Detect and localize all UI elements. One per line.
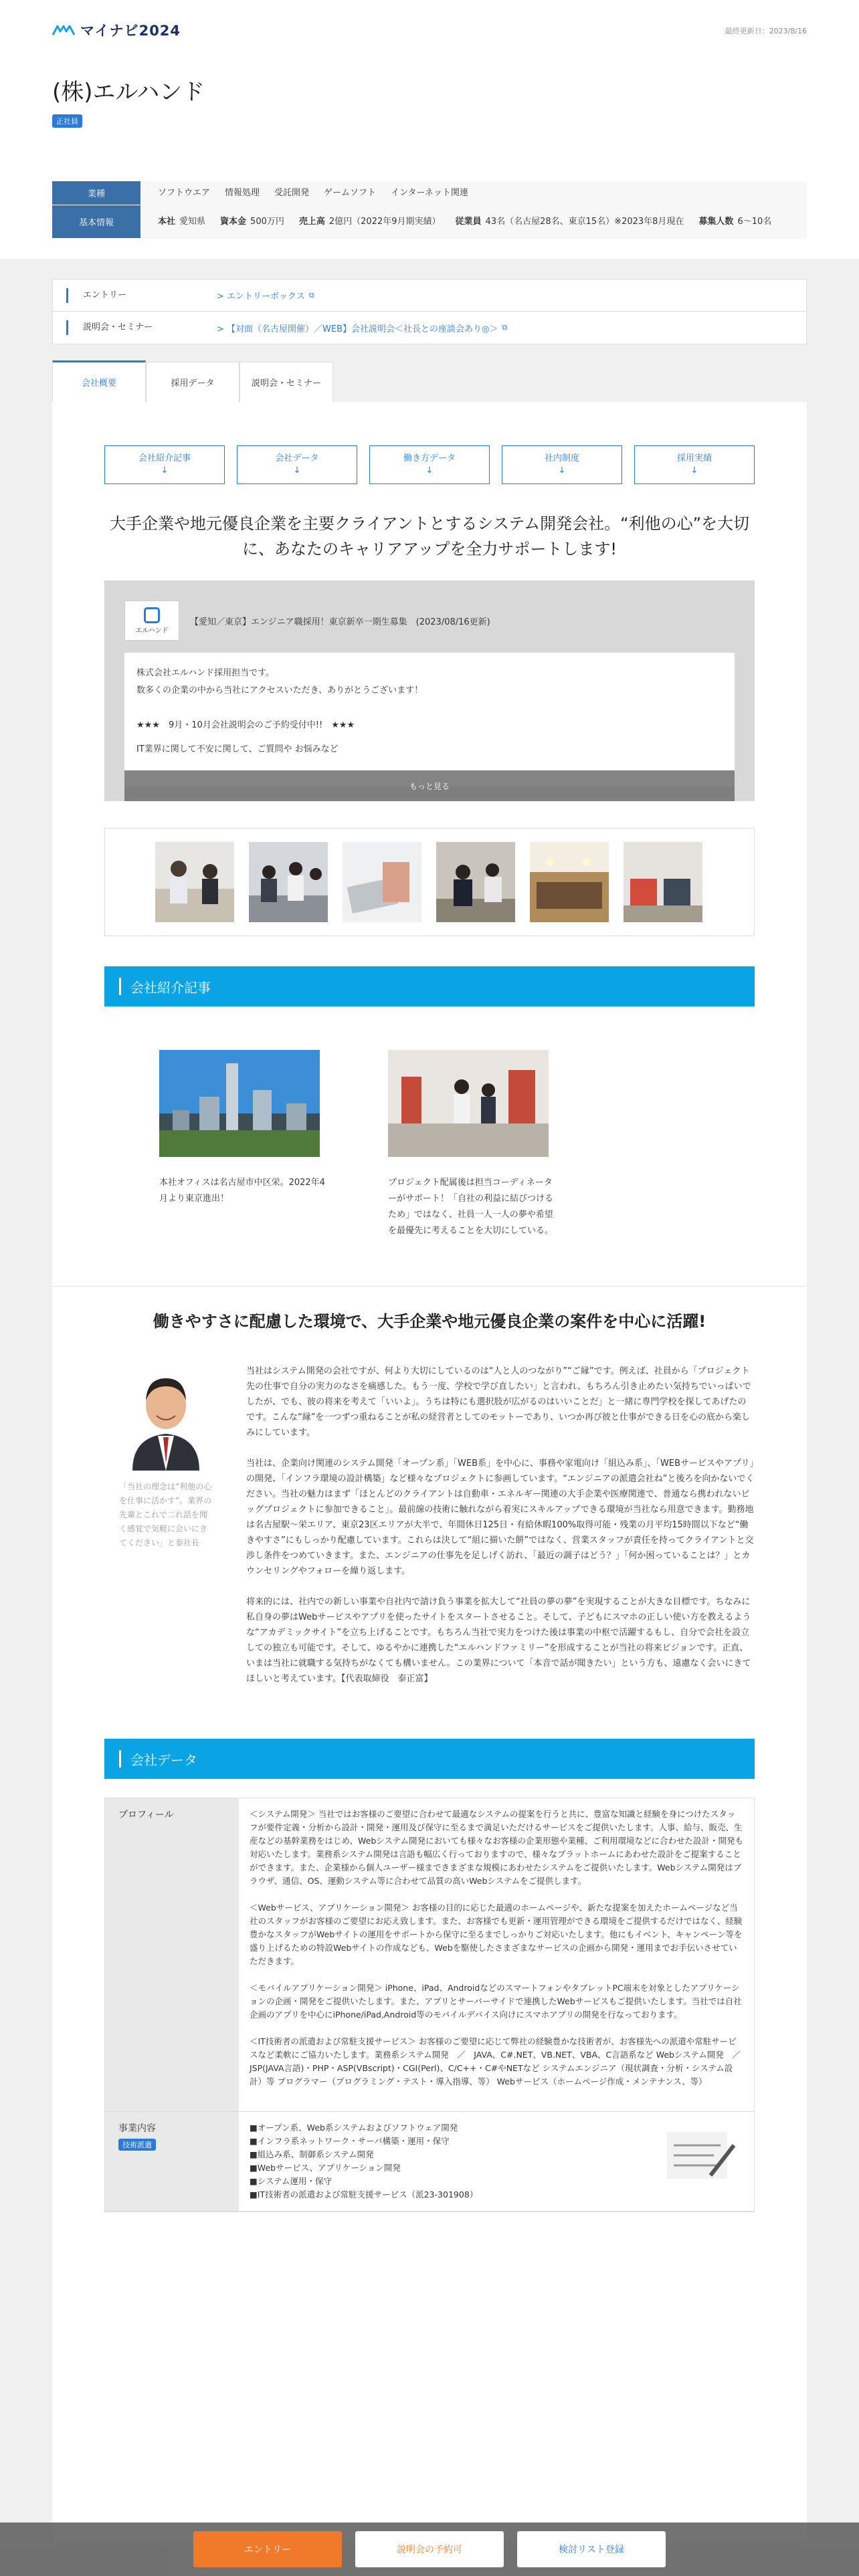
page-top <box>0 0 859 259</box>
company-blog <box>104 580 755 801</box>
gallery-photo[interactable] <box>436 842 515 922</box>
capital-label: 資本金 <box>220 217 247 227</box>
tab-seminar[interactable]: 説明会・セミナー <box>240 362 333 402</box>
employees-label: 従業員 <box>455 217 482 227</box>
section-articles-header <box>104 966 755 1006</box>
anchor-label: 社内制度 <box>544 453 579 463</box>
profile-paragraph: ＜IT技術者の派遣および常駐支援サービス＞ お客様のご要望に応じて弊社の経験豊かな技術者が、お客様先への派遣や常駐サービスなど柔軟にご協力いたします。業務系システム開発 ／ JAVA、C#.NET、VB.NET、VBA、C言語系など Webシステム開発 ／ JSP(JAVA言語)・PHP・ASP(VBscript)・CGI(Perl)、C/C++・C#やNETなど システムエンジニア（現状調査・分析・システム設計）等 プログラマー（プログラミング・テスト・導入指導、等） Webサービス（ホームページ作成・メンテナンス、等） <box>250 2036 749 2086</box>
gallery-photo[interactable] <box>155 842 234 922</box>
entry-link-label: エントリー <box>66 288 217 303</box>
president-message <box>52 1331 807 1702</box>
sales-value: 2億円（2022年9月期実績） <box>328 217 441 227</box>
tab-overview[interactable]: 会社概要 <box>52 360 146 402</box>
seminar-reserve-button[interactable]: 説明会の予約可 <box>355 2531 504 2567</box>
more-button[interactable]: もっと見る <box>124 770 735 801</box>
capital-field <box>220 216 284 228</box>
hiring-label: 募集人数 <box>698 217 734 227</box>
logo-text: マイナビ2024 <box>80 23 181 39</box>
hiring-value: 6～10名 <box>737 217 772 227</box>
business-row <box>52 181 807 205</box>
arrow-down-icon: ↓ <box>690 465 698 475</box>
seminar-link-row[interactable] <box>53 312 806 344</box>
profile-paragraph: ＜システム開発＞ 当社ではお客様のご要望に合わせて最適なシステムの提案を行うと共に、豊富な知識と経験を身につけたスタッフが要件定義・分析から設計・開発・運用及び保守に至るまで満足いただけるサービスをご提供いたします。人事、給与、販売、生産などの基幹業務をはじめ、Webシステム開発においても様々なお客様の企業形態や業種、ご利用環境などに合わせた設計・開発も対応いたします。業務系システム開発は言語も幅広く行っておりますので、様々なプラットホームにあわせた設計をご提案することができます。また、企業様から個人ユーザー様まできまざまな規模にあわせたシステムをご提供いたします。Webシステム開発はブラウザ、通信、OS、運動システム等に合わせて品質の高いWebシステムをご提供します。 <box>250 1809 744 1886</box>
article-caption: プロジェクト配属後は担当コーディネーターがサポート！「自社の利益に結びつけるため」ではなく、社員一人一人の夢や希望を最優先に考えることを大切にしている。 <box>388 1178 554 1236</box>
gallery-photo[interactable] <box>624 842 702 922</box>
anchor-label: 会社紹介記事 <box>138 453 191 463</box>
sales-label: 売上高 <box>298 217 325 227</box>
fixed-action-bar <box>0 2523 859 2576</box>
main-content <box>52 402 807 2542</box>
anchor-label: 働き方データ <box>403 453 456 463</box>
section-company-data-header <box>104 1739 755 1779</box>
message-paragraph: 当社は、企業向け関連のシステム開発「オープン系」「WEB系」を中心に、事務や家電向け「組込み系」、「WEBサービスやアプリ」の開発、「インフラ環境の設計構築」など様々なプロジェクトに参画しています。“エンジニアの派遣会社ね”と後ろを向かないでください。当社の魅力はまず「ほとんどのクライアントは自動車・エネルギー関連の大手企業や医療関連で、普通なら携われないビッグプロジェクトに参加できること」。最前線の技術に触れながら着実にスキルアップできる環境が当社なら用意できます。勤務地は名古屋駅～栄エリア、東京23区エリアが大半で、年間休日125日・有給休暇100%取得可能・残業の月平均15時間以下など“働きやすさ”にもしっかり配慮しています。これらは決して“組に描いた餅”ではなく、営業スタッフが責任を持ってクライアントと交渉し条件をつめていきます。また、エンジニアの仕事先を足しげく訪れ、「最近の調子はどう？」「何か困っていることは？」とカウンセリングやフォローを繰り返します。 <box>246 1459 755 1576</box>
spacer <box>0 259 859 279</box>
arrow-down-icon: ↓ <box>161 465 169 475</box>
business-item: インターネット関連 <box>391 188 468 198</box>
business-item: ソフトウエア <box>158 188 211 198</box>
business-values <box>140 181 807 205</box>
employees-value: 43名（名古屋28名、東京15名）※2023年8月現在 <box>485 217 684 227</box>
biz-item: ■システム運用・保守 <box>250 2176 332 2186</box>
entry-link-row[interactable] <box>53 280 806 312</box>
arrow-down-icon: ↓ <box>293 465 301 475</box>
anchor-label: 会社データ <box>275 453 319 463</box>
profile-label: プロフィール <box>105 1798 239 2111</box>
president-photo <box>119 1364 213 1471</box>
arrow-down-icon: ↓ <box>425 465 434 475</box>
article-photo <box>159 1050 320 1157</box>
message-paragraph: 将来的には、社内での新しい事業や自社内で請け負う事業を拡大して“社員の夢の夢”を実現することが大きな目標です。ちなみに私自身の夢はWebサービスやアプリを使ったサイトをスタートさせること。そして、子どもにスマホの正しい使い方を教えるような“アカデミックサイト”を立ち上げることです。もちろん当社で実力をつけた後は事業の中枢で活躍するもし、自分で会社を設立しての独立も可能です。そして、ゆるやかに連携した“エルハンドファミリー”を形成することが当社の将来ビジョンです。正直、いまは当社に就職する気持ちがなくても構いません。この業界について「本音で話が聞きたい」という方も、遠慮なく会いにきてほしいと考えています。【代表取締役 泰正富】 <box>246 1597 751 1684</box>
message-paragraph: 当社はシステム開発の会社ですが、何より大切にしているのは“人と人のつながり”“ご縁”です。例えば、社員から「プロジェクト先の仕事で自分の実力のなさを痛感した。もう一度、学校で学び直したい」と言われ、もちろん引き止めたい気持ちでいっぱいでしたが、でも、彼の将来を考えて「いいよ」。うちは特にも選択肢が広がるのはいいことだ」と一緒に専門学校を探してあげたのです。こんな“縁”を一つずつ重ねることが私の経営者としてのモットーであり、いつか再び彼と仕事ができる日を心の底から楽しみにしています。 <box>246 1366 751 1438</box>
hq-field <box>158 216 205 228</box>
quick-links <box>52 279 807 344</box>
business-item: ゲームソフト <box>324 188 377 198</box>
biz-label-cell <box>105 2112 239 2211</box>
biz-item: ■組込み系、制御系システム開発 <box>250 2149 374 2159</box>
hq-label: 本社 <box>158 217 176 227</box>
section-bar-line <box>119 978 121 995</box>
company-info-table <box>52 181 807 239</box>
anchor-nav <box>52 402 807 484</box>
anchor-company-data[interactable] <box>237 445 357 484</box>
business-item: 情報処理 <box>225 188 260 198</box>
arrow-down-icon: ↓ <box>558 465 566 475</box>
president-text <box>246 1364 755 1702</box>
article-list <box>52 1006 807 1239</box>
add-to-list-button[interactable]: 検討リスト登録 <box>517 2531 666 2567</box>
business-item: 受託開発 <box>274 188 310 198</box>
gallery-photo[interactable] <box>249 842 328 922</box>
page-tabs <box>52 362 807 402</box>
basic-row <box>52 205 807 239</box>
seminar-link-label: 説明会・セミナー <box>66 320 217 335</box>
company-header <box>0 60 859 128</box>
gallery-photo[interactable] <box>530 842 609 922</box>
section-bar-line <box>119 1750 121 1767</box>
anchor-hiring-results[interactable] <box>634 445 755 484</box>
president-caption: 「当社の理念は“利他の心を仕事に活かす”。業界の先輩とこれで二れ話を聞く感覚で気軽に会いにきてください」と泰社長 <box>119 1482 212 1547</box>
biz-label: 事業内容 <box>118 2123 156 2134</box>
article-photo <box>388 1050 549 1157</box>
company-data-table <box>104 1798 755 2212</box>
last-updated: 最終更新日：2023/8/16 <box>725 27 807 35</box>
anchor-articles[interactable] <box>104 445 225 484</box>
section-heading: 働きやすさに配慮した環境で、大手企業や地元優良企業の案件を中心に活躍! <box>153 1312 706 1331</box>
anchor-label: 採用実績 <box>676 453 712 463</box>
business-label: 業種 <box>52 181 140 205</box>
employees-field <box>456 216 684 228</box>
article-item <box>159 1050 326 1239</box>
blog-title[interactable]: 【愛知／東京】エンジニア職採用！東京新卒一期生募集 (2023/08/16更新) <box>190 617 490 627</box>
hq-value: 愛知県 <box>179 217 206 227</box>
company-name: (株)エルハンド <box>52 79 205 106</box>
photo-gallery <box>104 828 755 936</box>
company-logo-icon <box>144 607 160 623</box>
profile-paragraph: ＜Webサービス、アプリケーション開発＞ お客様の目的に応じた最適のホームページや、新たな提案を加えたホームページなど当社のスタッフがお客様のご要望にお応え致します。また、お客様でも更新・運用管理ができる環境をご提供するだけではなく、経験豊かなスタッフがWebサイトの運用をサポートから保守に至るまでしっかりご対応いたします。他にもイベント、キャンペーン等を盛り上げるための特設Webサイトの作成なども、Webを駆使したさまざまなサービスの企画から開発・運用までお手伝いさせていただきます。 <box>250 1903 743 1966</box>
anchor-systems[interactable] <box>502 445 622 484</box>
external-link-icon: ⧉ <box>502 323 508 332</box>
president-profile <box>119 1364 213 1702</box>
section-title: 会社データ <box>130 1751 197 1768</box>
spacer <box>136 700 723 717</box>
company-logo-text: エルハンド <box>135 627 169 635</box>
sales-field <box>299 216 441 228</box>
spacer <box>0 239 859 259</box>
profile-row <box>105 1798 754 2112</box>
external-link-icon: ⧉ <box>308 290 314 300</box>
article-caption: 本社オフィスは名古屋市中区栄。2022年4月より東京進出！ <box>159 1178 325 1204</box>
section-title: 会社紹介記事 <box>130 979 211 996</box>
biz-badge: 技術派遣 <box>118 2139 156 2151</box>
gallery-photo[interactable] <box>343 842 421 922</box>
biz-item: ■Webサービス、アプリケーション開発 <box>250 2163 401 2173</box>
profile-paragraph: ＜モバイルアプリケーション開発＞ iPhone、iPad、AndroidなどのスマートフォンやタブレットPC端末を対象としたアプリケーションの企画・開発をご提供いたします。また、アプリとサーバーサイドで連携したWebサービスもご提供いたします。当社では自社企画のアプリを中心にiPhone/iPad,Android等のモバイルデバイス向けにスマホアプリの開発を行なっております。 <box>250 1983 742 2020</box>
article-item <box>388 1050 555 1239</box>
entry-box-link[interactable]: > エントリーボックス <box>217 292 305 302</box>
blog-body <box>124 653 735 786</box>
hiring-field <box>698 216 771 228</box>
capital-value: 500万円 <box>250 217 284 227</box>
business-content-row <box>105 2112 754 2212</box>
seminar-link[interactable]: > 【対面（名古屋開催）／WEB】会社説明会＜社長との座談会あり◎＞ <box>217 324 498 334</box>
employment-badge: 正社員 <box>52 114 82 128</box>
biz-item: ■IT技術者の派遣および常駐支援サービス（派23-301908） <box>250 2189 478 2199</box>
company-logo <box>124 601 179 641</box>
tab-recruit-data[interactable]: 採用データ <box>146 362 240 402</box>
blog-line: 数多くの企業の中から当社にアクセスいただき、ありがとうございます！ <box>136 685 423 695</box>
business-illustration <box>654 2119 741 2192</box>
basic-label: 基本情報 <box>52 205 140 239</box>
blog-line: 株式会社エルハンド採用担当です。 <box>136 668 275 678</box>
anchor-work-data[interactable] <box>369 445 490 484</box>
blog-line: IT業界に関して不安に関して、ご質問や お悩みなど <box>136 744 339 754</box>
profile-value <box>239 1798 754 2111</box>
biz-item: ■オープン系、Web系システムおよびソフトウェア開発 <box>250 2123 458 2133</box>
site-header <box>0 0 859 60</box>
mynavi-logo-icon <box>52 24 75 36</box>
blog-line: ★★★ 9月・10月会社説明会のご予約受付中!! ★★★ <box>136 720 355 730</box>
site-logo[interactable] <box>52 20 181 40</box>
basic-values <box>140 205 807 239</box>
blog-header <box>124 601 735 641</box>
biz-item: ■インフラ系ネットワーク・サーバ構築・運用・保守 <box>250 2136 450 2146</box>
entry-button[interactable]: エントリー <box>193 2531 342 2567</box>
spacer <box>136 734 723 741</box>
lead-catchphrase: 大手企業や地元優良企業を主要クライアントとするシステム開発会社。“利他の心”を大切に、あなたのキャリアアップを全力サポートします! <box>109 514 750 558</box>
